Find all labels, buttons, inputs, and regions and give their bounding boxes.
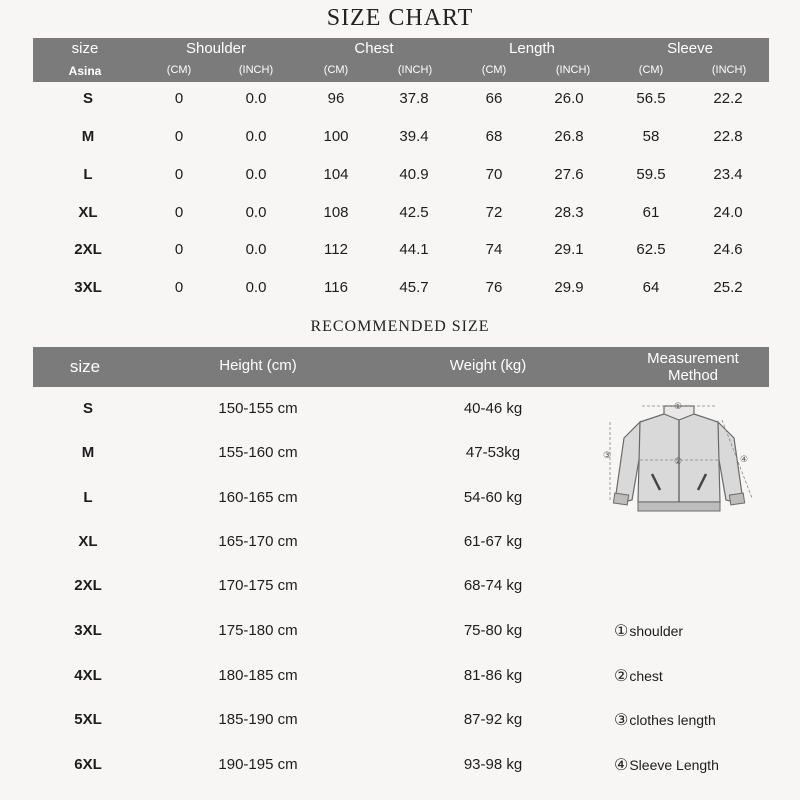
size-chart-cell: 72 bbox=[485, 204, 503, 221]
weight-range: 47-53kg bbox=[465, 444, 521, 461]
size-chart-cell: 40.9 bbox=[399, 166, 429, 183]
size-chart-cell: 22.8 bbox=[713, 128, 743, 145]
size-header-label: size bbox=[71, 40, 99, 57]
recommended-size-label: M bbox=[81, 444, 95, 461]
size-chart-cell: 112 bbox=[324, 241, 348, 258]
legend-text: Sleeve Length bbox=[629, 757, 719, 773]
size-chart-cell: 39.4 bbox=[399, 128, 429, 145]
size-chart-cell: 25.2 bbox=[713, 279, 743, 296]
group-header-length: Length bbox=[509, 40, 555, 57]
size-chart-cell: 26.0 bbox=[554, 90, 584, 107]
weight-range: 75-80 kg bbox=[463, 622, 523, 639]
height-range: 160-165 cm bbox=[218, 489, 298, 506]
size-label: XL bbox=[78, 204, 98, 221]
size-chart-cell: 26.8 bbox=[554, 128, 584, 145]
weight-range: 61-67 kg bbox=[463, 533, 523, 550]
size-chart-cell: 76 bbox=[485, 279, 503, 296]
size-chart-cell: 22.2 bbox=[713, 90, 743, 107]
size-chart-cell: 64 bbox=[642, 279, 660, 296]
legend-item-chest bbox=[614, 666, 663, 686]
size-label: L bbox=[83, 166, 93, 183]
recommended-size-label: size bbox=[69, 357, 101, 376]
size-chart-cell: 116 bbox=[324, 279, 348, 296]
size-chart-cell: 96 bbox=[327, 90, 345, 107]
unit-header: (INCH) bbox=[555, 64, 591, 76]
group-header-sleeve: Sleeve bbox=[667, 40, 713, 57]
size-chart-cell: 0.0 bbox=[245, 279, 267, 296]
size-chart-cell: 104 bbox=[323, 166, 349, 183]
size-chart-cell: 42.5 bbox=[399, 204, 429, 221]
diagram-marker-2: ② bbox=[674, 457, 683, 467]
measurement-header-line2: Method bbox=[667, 367, 719, 384]
size-chart-cell: 68 bbox=[485, 128, 503, 145]
legend-item-clothes-length bbox=[614, 710, 716, 730]
size-chart-cell: 0.0 bbox=[245, 166, 267, 183]
legend-number: ① bbox=[614, 623, 629, 640]
size-chart-cell: 62.5 bbox=[636, 241, 666, 258]
measurement-header-line1: Measurement bbox=[647, 350, 739, 367]
legend-number: ④ bbox=[614, 757, 629, 774]
group-header-chest: Chest bbox=[354, 40, 394, 57]
diagram-marker-1: ① bbox=[674, 402, 683, 412]
recommended-size-label: 2XL bbox=[74, 577, 102, 594]
brand-label: Asina bbox=[68, 64, 102, 78]
weight-header: Weight (kg) bbox=[449, 357, 527, 374]
weight-range: 87-92 kg bbox=[463, 711, 523, 728]
jacket-measurement-icon bbox=[600, 398, 760, 520]
height-range: 165-170 cm bbox=[218, 533, 298, 550]
size-chart-cell: 74 bbox=[485, 241, 503, 258]
height-range: 170-175 cm bbox=[218, 577, 298, 594]
size-chart-cell: 0 bbox=[174, 204, 184, 221]
size-label: S bbox=[82, 90, 93, 107]
recommended-header bbox=[33, 347, 769, 387]
size-chart-cell: 29.1 bbox=[554, 241, 584, 258]
unit-header: (CM) bbox=[638, 64, 664, 76]
legend-text: chest bbox=[629, 668, 663, 684]
height-range: 185-190 cm bbox=[218, 711, 298, 728]
size-chart-cell: 29.9 bbox=[554, 279, 584, 296]
size-chart-cell: 28.3 bbox=[554, 204, 584, 221]
unit-header: (CM) bbox=[323, 64, 349, 76]
recommended-size-label: 4XL bbox=[74, 667, 102, 684]
size-chart-cell: 70 bbox=[485, 166, 503, 183]
size-chart-cell: 0 bbox=[174, 279, 184, 296]
height-range: 155-160 cm bbox=[218, 444, 298, 461]
size-chart-cell: 59.5 bbox=[636, 166, 666, 183]
legend-text: shoulder bbox=[629, 623, 684, 639]
recommended-size-label: S bbox=[82, 400, 93, 417]
size-chart-cell: 24.6 bbox=[713, 241, 743, 258]
size-chart-cell: 23.4 bbox=[713, 166, 743, 183]
size-chart-title: SIZE CHART bbox=[326, 5, 474, 31]
weight-range: 93-98 kg bbox=[463, 756, 523, 773]
group-header-shoulder: Shoulder bbox=[185, 40, 247, 57]
size-chart-cell: 24.0 bbox=[713, 204, 743, 221]
recommended-size-title: RECOMMENDED SIZE bbox=[310, 318, 490, 335]
size-chart-cell: 56.5 bbox=[636, 90, 666, 107]
recommended-size-label: 5XL bbox=[74, 711, 102, 728]
size-chart-cell: 0.0 bbox=[245, 241, 267, 258]
height-header: Height (cm) bbox=[219, 357, 297, 374]
size-chart-cell: 0.0 bbox=[245, 204, 267, 221]
legend-item-shoulder bbox=[614, 621, 683, 641]
size-chart-cell: 44.1 bbox=[399, 241, 429, 258]
size-chart-cell: 100 bbox=[323, 128, 349, 145]
legend-item-sleeve-length bbox=[614, 755, 719, 775]
diagram-marker-3: ③ bbox=[603, 451, 612, 461]
legend-text: clothes length bbox=[629, 712, 716, 728]
size-chart-cell: 0.0 bbox=[245, 90, 267, 107]
size-chart-cell: 58 bbox=[642, 128, 660, 145]
size-chart-cell: 45.7 bbox=[399, 279, 429, 296]
height-range: 190-195 cm bbox=[218, 756, 298, 773]
height-range: 150-155 cm bbox=[218, 400, 298, 417]
size-chart-cell: 0.0 bbox=[245, 128, 267, 145]
recommended-size-label: XL bbox=[78, 533, 98, 550]
size-chart-cell: 0 bbox=[174, 166, 184, 183]
unit-header: (INCH) bbox=[711, 64, 747, 76]
height-range: 180-185 cm bbox=[218, 667, 298, 684]
weight-range: 81-86 kg bbox=[463, 667, 523, 684]
size-chart-cell: 108 bbox=[323, 204, 349, 221]
size-label: 3XL bbox=[74, 279, 102, 296]
weight-range: 54-60 kg bbox=[463, 489, 523, 506]
size-label: M bbox=[81, 128, 95, 145]
size-chart-cell: 0 bbox=[174, 128, 184, 145]
size-chart-header bbox=[33, 38, 769, 82]
height-range: 175-180 cm bbox=[218, 622, 298, 639]
unit-header: (CM) bbox=[166, 64, 192, 76]
recommended-size-label: 3XL bbox=[74, 622, 102, 639]
size-chart-cell: 66 bbox=[485, 90, 503, 107]
recommended-size-label: 6XL bbox=[74, 756, 102, 773]
size-chart-cell: 37.8 bbox=[399, 90, 429, 107]
size-chart-cell: 61 bbox=[642, 204, 660, 221]
weight-range: 40-46 kg bbox=[463, 400, 523, 417]
unit-header: (INCH) bbox=[397, 64, 433, 76]
unit-header: (INCH) bbox=[238, 64, 274, 76]
unit-header: (CM) bbox=[481, 64, 507, 76]
size-chart-cell: 0 bbox=[174, 241, 184, 258]
size-chart-cell: 0 bbox=[174, 90, 184, 107]
legend-number: ② bbox=[614, 668, 629, 685]
size-label: 2XL bbox=[74, 241, 102, 258]
diagram-marker-4: ④ bbox=[740, 455, 749, 465]
recommended-size-label: L bbox=[83, 489, 93, 506]
weight-range: 68-74 kg bbox=[463, 577, 523, 594]
size-chart-cell: 27.6 bbox=[554, 166, 584, 183]
legend-number: ③ bbox=[614, 712, 629, 729]
